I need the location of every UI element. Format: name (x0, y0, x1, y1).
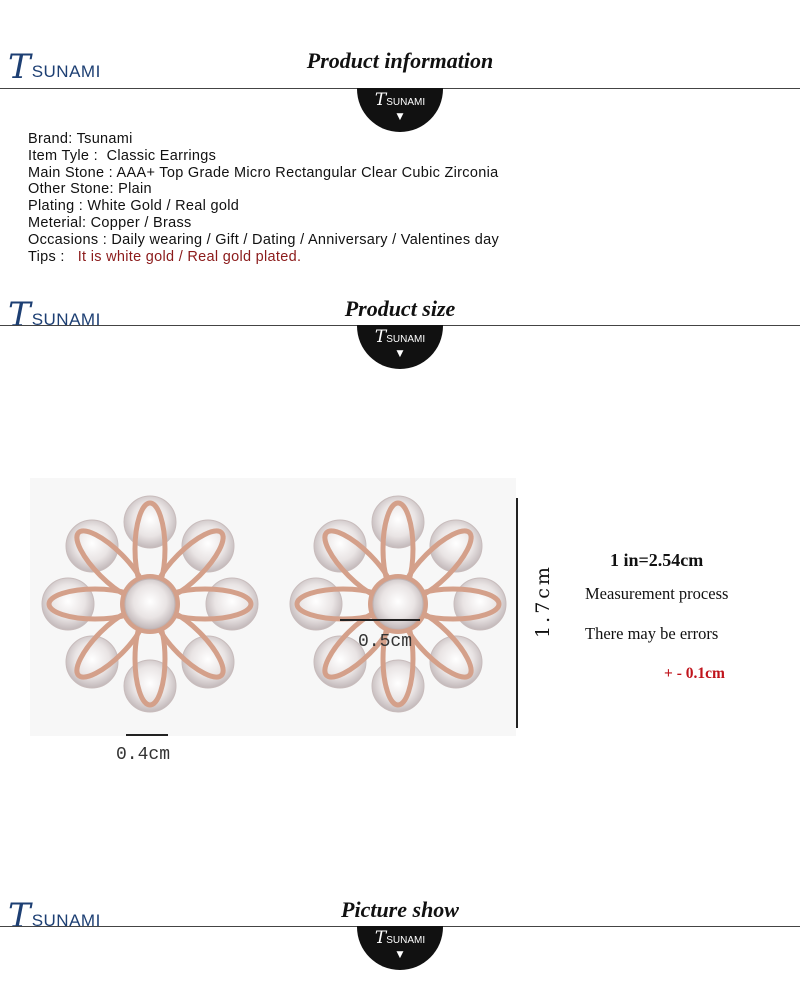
section-title: Product information (306, 48, 494, 73)
tips-value: It is white gold / Real gold plated. (77, 248, 302, 265)
logo-initial: T (8, 295, 31, 335)
section-header-product-information (0, 44, 800, 136)
info-row (28, 198, 499, 215)
tolerance-note: + - 0.1cm (664, 665, 725, 682)
section-badge (357, 88, 443, 132)
earrings-image (30, 478, 516, 736)
badge-text: SUNAMI (386, 935, 426, 946)
info-value: Tsunami (76, 131, 133, 147)
info-label: Tips : (28, 248, 78, 265)
measurement-note: Measurement process (585, 584, 729, 603)
badge-text: SUNAMI (386, 97, 426, 108)
triangle-down-icon: ▼ (396, 950, 404, 960)
info-row (28, 181, 499, 198)
section-badge (357, 926, 443, 970)
product-info-list (28, 131, 499, 265)
logo-initial: T (8, 47, 31, 87)
info-row (28, 232, 499, 249)
logo-text: SUNAMI (31, 911, 101, 930)
logo-text: SUNAMI (31, 310, 101, 329)
badge-text: SUNAMI (386, 334, 426, 345)
info-row (28, 215, 499, 232)
info-value: Daily wearing / Gift / Dating / Anniversary / Valentines day (111, 231, 500, 248)
info-value: Classic Earrings (106, 147, 217, 164)
info-label: Main Stone : (28, 164, 117, 181)
triangle-down-icon: ▼ (396, 112, 404, 122)
info-label: Plating : (28, 198, 88, 215)
section-header-product-size (0, 292, 800, 384)
triangle-down-icon: ▼ (396, 349, 404, 359)
badge-initial: T (374, 327, 387, 347)
info-row-tips (28, 249, 499, 266)
info-label: Brand: (28, 131, 77, 147)
info-row (28, 148, 499, 165)
logo-initial: T (8, 896, 31, 936)
product-photo (30, 478, 516, 736)
info-label: Meterial: (28, 214, 91, 231)
section-title: Picture show (341, 897, 459, 922)
error-note: There may be errors (585, 624, 719, 643)
info-value: Copper / Brass (90, 214, 192, 231)
section-title: Product size (344, 296, 456, 321)
badge-initial: T (374, 90, 387, 110)
info-label: Item Tyle : (28, 147, 107, 164)
info-value: Plain (118, 181, 152, 198)
section-header-picture-show (0, 893, 800, 985)
section-badge (357, 325, 443, 369)
info-row (28, 131, 499, 148)
badge-initial: T (374, 928, 387, 948)
height-value: 1.7cm (532, 564, 554, 638)
conversion-note: 1 in=2.54cm (610, 550, 704, 570)
logo-text: SUNAMI (31, 62, 101, 81)
info-label: Other Stone: (28, 181, 119, 198)
height-label (520, 560, 566, 640)
info-row (28, 165, 499, 182)
center-label: 0.5cm (358, 632, 413, 652)
info-value: White Gold / Real gold (87, 198, 240, 215)
height-dimension-line (516, 498, 518, 728)
petal-label: 0.4cm (116, 745, 171, 765)
info-label: Occasions : (28, 231, 112, 248)
petal-dimension-line (126, 734, 168, 736)
center-dimension-line (340, 619, 420, 621)
info-value: AAA+ Top Grade Micro Rectangular Clear Cubic Zirconia (116, 164, 499, 181)
